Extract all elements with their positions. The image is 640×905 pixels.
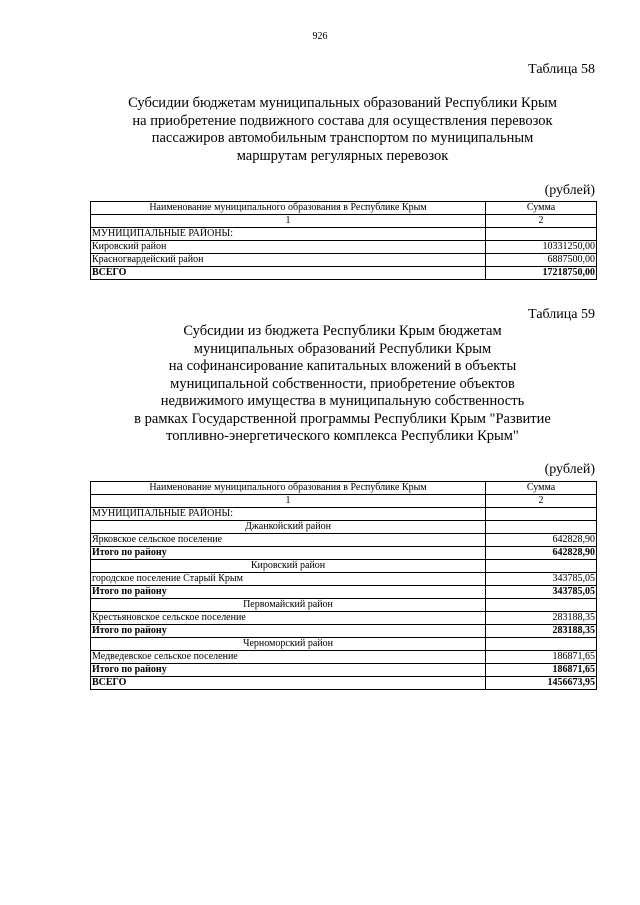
title-line: муниципальных образований Республики Крым	[193, 340, 492, 357]
total-row	[91, 677, 597, 690]
row-name: Ярковское сельское поселение	[91, 534, 486, 547]
row-name: городское поселение Старый Крым	[91, 573, 486, 586]
subtotal-label: Итого по району	[91, 586, 486, 599]
subtotal-row	[91, 625, 597, 638]
title-line: недвижимого имущества в муниципальную собственность	[160, 393, 525, 409]
table58-title	[90, 95, 595, 165]
table-header-row	[91, 482, 597, 495]
col-number: 1	[91, 215, 486, 228]
row-name: Крестьяновское сельское поселение	[91, 612, 486, 625]
table-row	[91, 612, 597, 625]
total-sum: 17218750,00	[486, 267, 597, 280]
table-row	[91, 241, 597, 254]
table59-title	[90, 323, 595, 446]
subtotal-sum: 186871,65	[486, 664, 597, 677]
table-row	[91, 534, 597, 547]
title-line: пассажиров автомобильным транспортом по муниципальным	[151, 130, 534, 146]
table58-label: Таблица 58	[528, 62, 595, 77]
district-name: Джанкойский район	[91, 521, 486, 534]
table-row	[91, 651, 597, 664]
row-sum: 283188,35	[486, 612, 597, 625]
row-sum: 10331250,00	[486, 241, 597, 254]
row-sum: 186871,65	[486, 651, 597, 664]
col-number: 1	[91, 495, 486, 508]
district-row	[91, 560, 597, 573]
header-sum: Сумма	[486, 482, 597, 495]
total-label: ВСЕГО	[91, 267, 486, 280]
table59-label: Таблица 59	[528, 307, 595, 322]
title-line: топливно-энергетического комплекса Республики Крым"	[166, 428, 519, 444]
total-sum: 1456673,95	[486, 677, 597, 690]
total-label: ВСЕГО	[91, 677, 486, 690]
header-name: Наименование муниципального образования в Республике Крым	[91, 202, 486, 215]
row-name: Красногвардейский район	[91, 254, 486, 267]
page-number: 926	[312, 31, 328, 42]
row-sum: 343785,05	[486, 573, 597, 586]
title-line: на софинансирование капитальных вложений в объекты	[168, 358, 517, 374]
subtotal-sum: 642828,90	[486, 547, 597, 560]
subtotal-label: Итого по району	[91, 664, 486, 677]
district-row	[91, 521, 597, 534]
subtotal-label: Итого по району	[91, 625, 486, 638]
district-name: Первомайский район	[91, 599, 486, 612]
header-name: Наименование муниципального образования в Республике Крым	[91, 482, 486, 495]
section-label: МУНИЦИПАЛЬНЫЕ РАЙОНЫ:	[91, 508, 486, 521]
title-line: Субсидии бюджетам муниципальных образований Республики Крым	[128, 95, 557, 111]
subtotal-row	[91, 547, 597, 560]
district-row	[91, 599, 597, 612]
district-name: Кировский район	[91, 560, 486, 573]
subtotal-label: Итого по району	[91, 547, 486, 560]
subtotal-row	[91, 586, 597, 599]
title-line: муниципальной собственности, приобретение объектов	[170, 375, 515, 392]
district-name: Черноморский район	[91, 638, 486, 651]
table-row	[91, 573, 597, 586]
section-row	[91, 508, 597, 521]
subtotal-sum: 343785,05	[486, 586, 597, 599]
table58-unit: (рублей)	[544, 183, 595, 198]
district-row	[91, 638, 597, 651]
table-header-row	[91, 202, 597, 215]
section-label: МУНИЦИПАЛЬНЫЕ РАЙОНЫ:	[91, 228, 486, 241]
row-sum: 6887500,00	[486, 254, 597, 267]
table-row	[91, 254, 597, 267]
column-number-row	[91, 495, 597, 508]
col-number: 2	[486, 215, 597, 228]
title-line: Субсидии из бюджета Республики Крым бюджетам	[183, 323, 502, 339]
subtotal-sum: 283188,35	[486, 625, 597, 638]
total-row	[91, 267, 597, 280]
table58	[90, 201, 597, 280]
row-sum: 642828,90	[486, 534, 597, 547]
row-name: Кировский район	[91, 241, 486, 254]
section-row	[91, 228, 597, 241]
column-number-row	[91, 215, 597, 228]
title-line: маршрутам регулярных перевозок	[236, 147, 449, 164]
title-line: в рамках Государственной программы Республики Крым "Развитие	[134, 410, 551, 427]
row-name: Медведевское сельское поселение	[91, 651, 486, 664]
col-number: 2	[486, 495, 597, 508]
subtotal-row	[91, 664, 597, 677]
header-sum: Сумма	[486, 202, 597, 215]
title-line: на приобретение подвижного состава для осуществления перевозок	[132, 112, 553, 129]
table59-unit: (рублей)	[544, 462, 595, 477]
table59	[90, 481, 597, 690]
